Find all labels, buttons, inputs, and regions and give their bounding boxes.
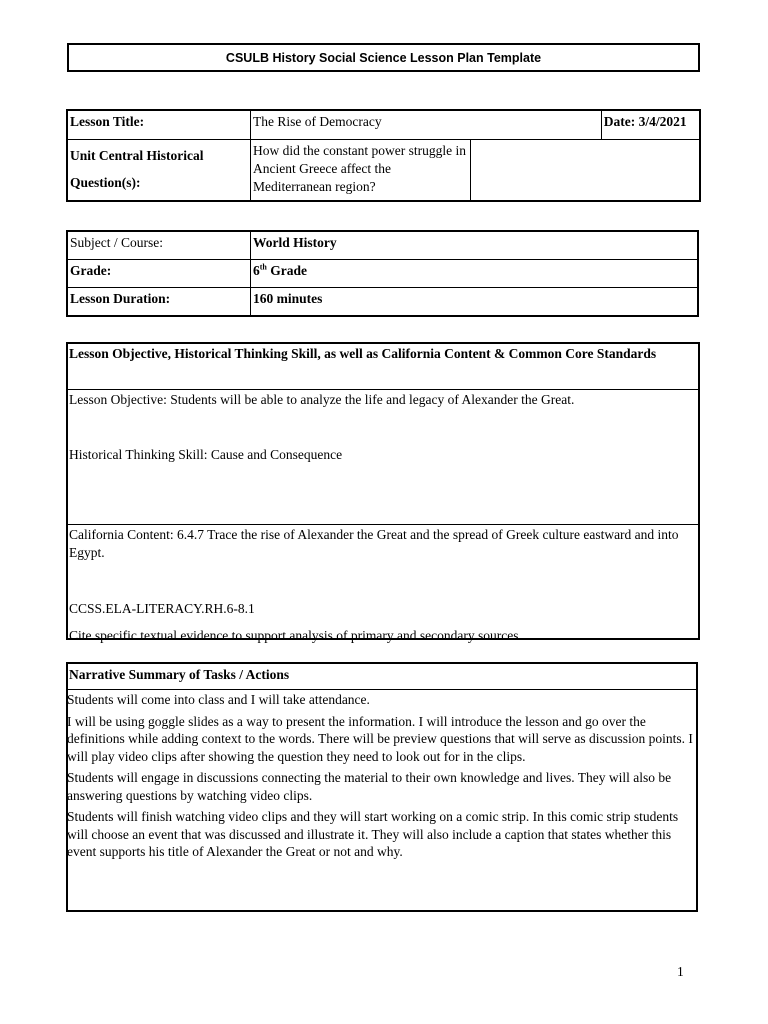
central-question-label — [67, 140, 251, 202]
ccss-text: Cite specific textual evidence to support analysis of primary and secondary sources. — [69, 628, 522, 643]
grade-label: Grade: — [67, 260, 251, 288]
page-number: 1 — [677, 964, 684, 979]
lesson-title-label: Lesson Title: — [67, 110, 251, 140]
central-question-empty-cell — [471, 140, 701, 202]
table-row — [67, 231, 698, 260]
lesson-title-value: The Rise of Democracy — [251, 110, 602, 140]
grade-suffix: th — [259, 262, 267, 272]
lesson-date: Date: 3/4/2021 — [601, 110, 700, 140]
california-content: California Content: 6.4.7 Trace the rise of Alexander the Great and the spread of Greek culture eastward and into Egypt. — [69, 527, 679, 560]
objectives-section — [66, 342, 700, 640]
ccss-code: CCSS.ELA-LITERACY.RH.6-8.1 — [69, 601, 255, 616]
table-row — [67, 288, 698, 317]
narrative-paragraph: I will be using goggle slides as a way to present the information. I will introduce the lesson and go over the definitions while adding context to the words. There will be preview questions that will serve as discussion points. I will play video clips after showing the question they need to look out for in the clips. — [67, 713, 693, 764]
lesson-objective: Lesson Objective: Students will be able to analyze the life and legacy of Alexander the Great. — [69, 392, 575, 407]
subject-value: World History — [251, 231, 699, 260]
narrative-divider — [67, 689, 697, 690]
narrative-heading: Narrative Summary of Tasks / Actions — [69, 667, 290, 682]
subject-label: Subject / Course: — [67, 231, 251, 260]
table-row — [67, 110, 700, 140]
narrative-paragraph: Students will come into class and I will take attendance. — [67, 692, 370, 707]
narrative-paragraph: Students will engage in discussions connecting the material to their own knowledge and lives. They will also be answering questions by watching video clips. — [67, 770, 672, 803]
narrative-body — [67, 691, 697, 861]
thinking-skill: Historical Thinking Skill: Cause and Consequence — [69, 447, 343, 462]
duration-label: Lesson Duration: — [67, 288, 251, 317]
objectives-divider-2 — [67, 524, 699, 525]
objectives-divider-1 — [67, 389, 699, 390]
document-title — [67, 43, 700, 72]
grade-value — [251, 260, 699, 288]
grade-number: 6 — [253, 263, 260, 278]
course-info-table — [66, 230, 699, 317]
table-row — [67, 260, 698, 288]
central-question-label-line-1: Unit Central Historical — [70, 148, 204, 163]
lesson-info-table — [66, 109, 701, 202]
central-question-label-line-2: Question(s): — [70, 175, 141, 190]
document-title-text: CSULB History Social Science Lesson Plan Template — [225, 50, 542, 65]
objectives-heading: Lesson Objective, Historical Thinking Skill, as well as California Content & Common Core Standards — [69, 346, 657, 361]
central-question-value: How did the constant power struggle in Ancient Greece affect the Mediterranean region? — [251, 140, 471, 202]
duration-value: 160 minutes — [251, 288, 699, 317]
narrative-paragraph: Students will finish watching video clips and they will start working on a comic strip. In this comic strip students will choose an event that was discussed and illustrate it. They will also include a caption that states whether this event supports his title of Alexander the Great or not and why. — [67, 809, 679, 859]
grade-word: Grade — [266, 263, 307, 278]
table-row — [67, 140, 700, 202]
